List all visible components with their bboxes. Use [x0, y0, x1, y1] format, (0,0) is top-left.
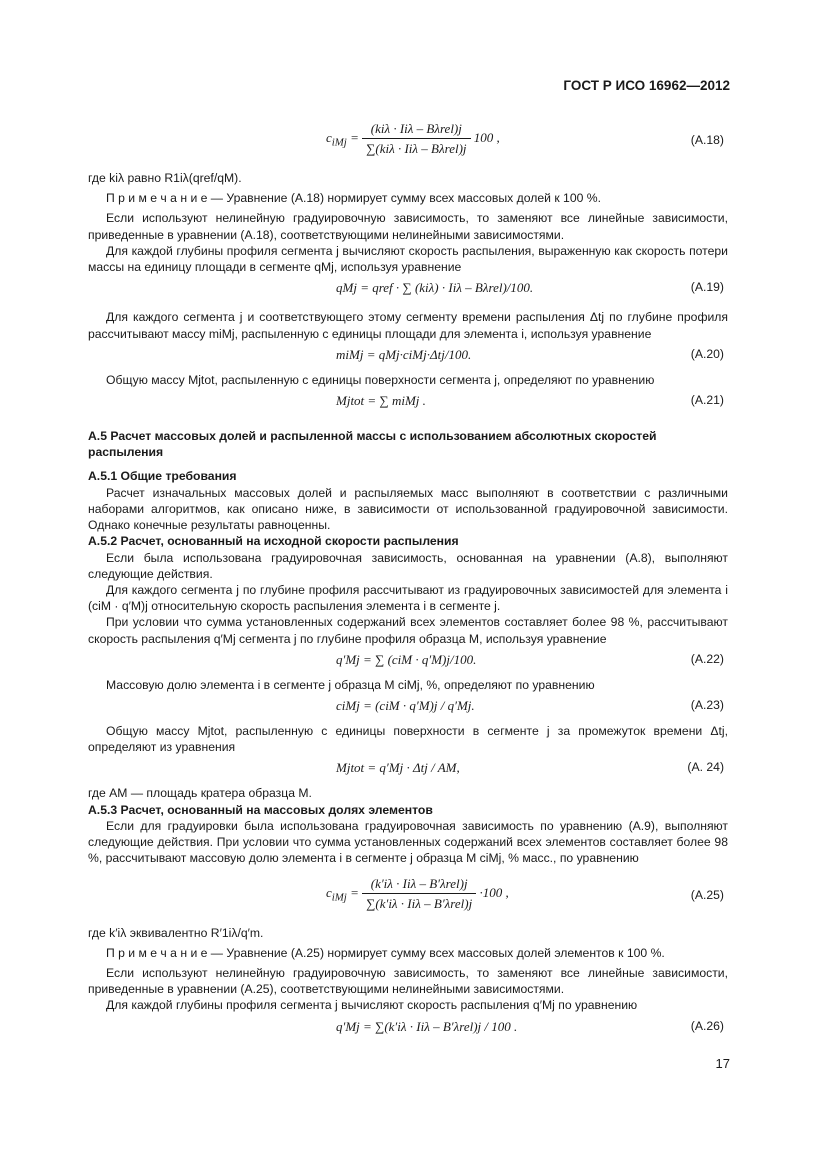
eq-a18-lhs: c: [326, 129, 332, 145]
section-a51-heading: A.5.1 Общие требования: [88, 469, 237, 484]
eq-a21-number: (A.21): [690, 392, 724, 407]
equation-a20: [88, 346, 728, 368]
eq-a18-numerator: (kiλ · Iiλ – Bλrel)j: [362, 120, 470, 139]
document-header: ГОСТ Р ИСО 16962—2012: [563, 78, 730, 93]
eq-a21-text: Mjtot = ∑ miMj .: [336, 392, 426, 408]
eq-a18-denominator: ∑(kiλ · Iiλ – Bλrel)j: [366, 141, 467, 157]
equation-a21: [88, 392, 728, 414]
paragraph-10: При условии что сумма установленных содержаний всех элементов составляет более 98 %, рассчитывают скорость распыления q′Mj сегмента j по глубине профиля образца M, используя уравнение: [88, 615, 728, 646]
paragraph-9: Для каждого сегмента j по глубине профиля рассчитывают из градуировочных зависимостей для элемента i (ciM · q′M)j относительную скорость распыления элемента i в сегменте j.: [88, 582, 728, 614]
paragraph-3: Если используют нелинейную градуировочную зависимость, то заменяют все линейные зависимости, приведенные в уравнении (A.18), соответствующими нелинейными зависимостями.: [88, 211, 728, 242]
paragraph-6: Общую массу Mjtot, распыленную с единицы поверхности сегмента j, определяют по уравнению: [106, 372, 655, 387]
section-a5-heading: A.5 Расчет массовых долей и распыленной массы с использованием абсолютных скоростей распыления: [88, 428, 657, 460]
eq-a25-lhs: c: [326, 884, 332, 900]
equation-a23: [88, 697, 728, 719]
eq-a24-number: (A. 24): [687, 760, 724, 775]
note-2-text: — Уравнение (A.25) нормирует сумму всех массовых долей элементов к 100 %.: [207, 945, 665, 960]
eq-a20-text: miMj = qMj·ciMj·Δtj/100.: [336, 346, 472, 362]
note-2: [88, 945, 728, 961]
eq-a26-number: (A.26): [690, 1018, 724, 1033]
eq-a22-text: q′Mj = ∑ (ciM · q′M)j/100.: [336, 651, 477, 667]
paragraph-5: Для каждого сегмента j и соответствующего этому сегменту времени распыления Δtj по глубине профиля рассчитывают массу miMj, распыленную с единицы площади для элемента i, используя уравнение: [88, 310, 728, 341]
eq-a24-text: Mjtot = q′Mj · Δtj / AM,: [336, 760, 460, 776]
equation-a18: $c_{iMj}$ = $\frac{\text{(kiλ · Iiλ – Bλrel)j}}{\text{∑(kiλ · Iiλ – Bλrel)j}}$ 100 , (A.18): [326, 121, 724, 157]
equation-a22: [88, 651, 728, 673]
note-2-label: П р и м е ч а н и е: [106, 945, 208, 960]
eq-a25-fraction: [362, 875, 476, 913]
paragraph-17: Если используют нелинейную градуировочную зависимость, то заменяют все линейные зависимости, приведенные в уравнении (A.25), соответствующими нелинейными зависимостями.: [88, 966, 728, 997]
equation-a25: $c_{iMj}$ = $\frac{\text{(k′iλ · Iiλ – B′λrel)j}}{\text{∑(k′iλ · Iiλ – B′λrel)j}}$ ·100 , (A.25): [326, 875, 724, 911]
paragraph-18: Для каждой глубины профиля сегмента j вычисляют скорость распыления q′Mj по уравнению: [106, 998, 638, 1013]
eq-a26-text: q′Mj = ∑(k′iλ · Iiλ – B′λrel)j / 100 .: [336, 1018, 518, 1034]
paragraph-1: где kiλ равно R1iλ(qref/qM).: [88, 171, 242, 185]
paragraph-12: Общую массу Mjtot, распыленную с единицы поверхности в сегменте j за промежуток времени Δtj, определяют из уравнения: [88, 724, 728, 755]
paragraph-14: Если для градуировки была использована градуировочная зависимость по уравнению (A.9), выполняют следующие действия. При условии что сумма установленных содержаний всех элементов составляет более 98 %, рассчитывают массовую долю элемента i в сегменте j образца M ciMj, % масс., по уравнению: [88, 818, 728, 866]
eq-a19-text: qMj = qref · ∑ (kiλ) · Iiλ – Bλrel)/100.: [336, 280, 534, 296]
equation-a24: [88, 759, 728, 781]
paragraph-7: Расчет изначальных массовых долей и распыляемых масс выполняют в соответствии с различными наборами алгоритмов, как описано ниже, в зависимости от использованной градуировочной зависимости. Однако конечные результаты равноценны.: [88, 485, 728, 533]
paragraph-11: Массовую долю элемента i в сегменте j образца M ciMj, %, определяют по уравнению: [106, 677, 595, 692]
eq-a18-tail: 100 ,: [473, 129, 500, 145]
paragraph-4: Для каждой глубины профиля сегмента j вычисляют скорость распыления, выраженную как скорость потери массы на единицу площади в сегменте qMj, используя уравнение: [88, 243, 728, 275]
eq-a18-number: (A.18): [690, 133, 724, 147]
page-number: 17: [715, 1056, 730, 1071]
section-a53-heading: A.5.3 Расчет, основанный на массовых долях элементов: [88, 802, 433, 817]
paragraph-13: где AM — площадь кратера образца M.: [88, 786, 312, 801]
paragraph-8: Если была использована градуировочная зависимость, основанная на уравнении (A.8), выполняют следующие действия.: [88, 550, 728, 581]
note-1-label: П р и м е ч а н и е: [106, 191, 208, 206]
section-a52-heading: A.5.2 Расчет, основанный на исходной скорости распыления: [88, 534, 459, 549]
equation-a26: [88, 1018, 728, 1040]
eq-a23-number: (A.23): [690, 698, 724, 713]
eq-a25-lhs-sub: iMj: [331, 890, 347, 903]
eq-a19-number: (A.19): [690, 280, 724, 295]
eq-a25-number: (A.25): [690, 887, 724, 902]
paragraph-15: где k′iλ эквивалентно R′1iλ/q′m.: [88, 925, 264, 940]
eq-a23-text: ciMj = (ciM · q′M)j / q′Mj.: [336, 698, 475, 714]
eq-a25-tail: ·100 ,: [479, 884, 509, 900]
note-1: [88, 190, 728, 206]
eq-a18-lhs-sub: iMj: [331, 136, 347, 149]
eq-a18-fraction: [362, 120, 470, 158]
note-1-text: — Уравнение (A.18) нормирует сумму всех массовых долей к 100 %.: [207, 191, 601, 206]
eq-a25-denominator: ∑(k′iλ · Iiλ – B′λrel)j: [366, 895, 473, 911]
eq-a25-numerator: (k′iλ · Iiλ – B′λrel)j: [362, 875, 476, 894]
equation-a19: [88, 279, 728, 301]
eq-a20-number: (A.20): [690, 346, 724, 361]
eq-a22-number: (A.22): [690, 651, 724, 666]
page-content: [88, 112, 728, 1044]
